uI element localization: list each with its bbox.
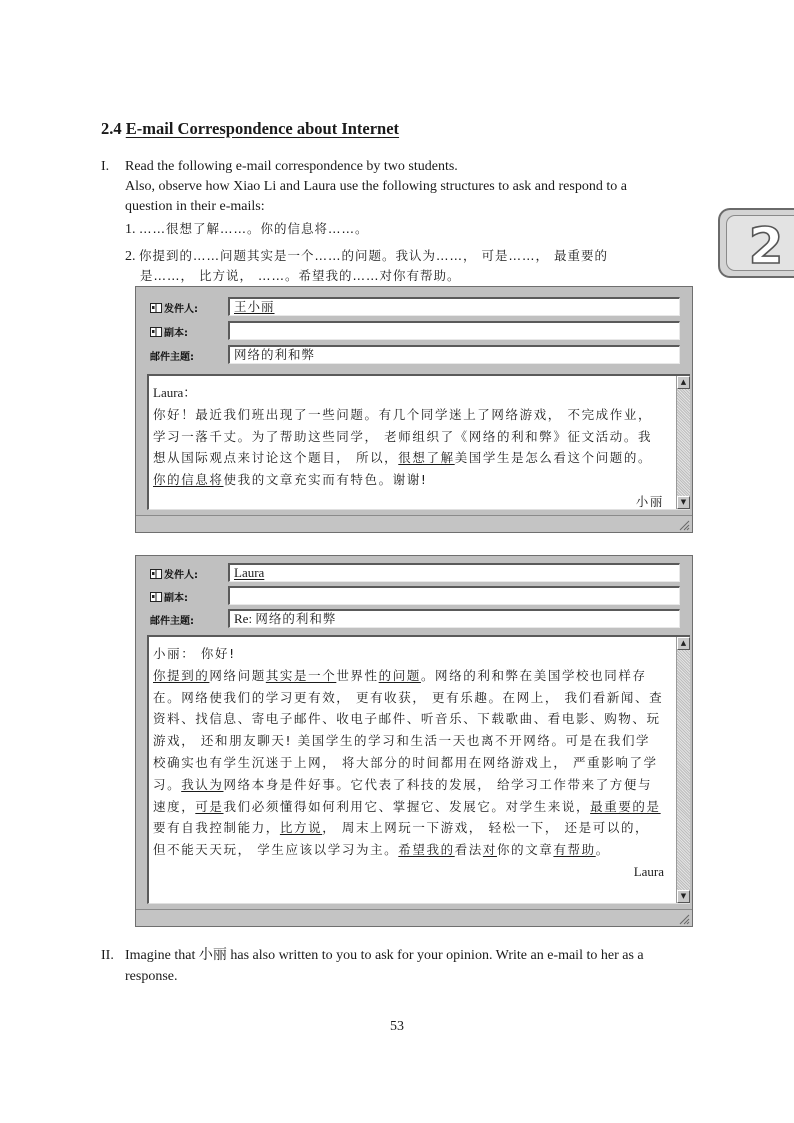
chapter-tab-number: 2 [748, 217, 784, 275]
email2-cc-field[interactable] [228, 586, 680, 605]
scroll-up-arrow-icon[interactable]: ▲ [677, 637, 690, 650]
structure-2-text: 你提到的……问题其实是一个……的问题。我认为……， 可是……， 最重要的 [139, 248, 608, 263]
email1-status-bar [136, 515, 692, 532]
email2-status-bar [136, 909, 692, 926]
structure-1 [125, 219, 369, 240]
section-number: 2.4 [101, 119, 122, 138]
scroll-down-arrow-icon[interactable]: ▼ [677, 890, 690, 903]
address-book-icon [150, 569, 162, 579]
email-window-2 [135, 555, 693, 927]
email2-signature: Laura [633, 863, 664, 879]
email1-scrollbar[interactable] [676, 376, 690, 509]
scroll-up-arrow-icon[interactable]: ▲ [677, 376, 690, 389]
email1-body-text [153, 382, 664, 513]
structure-2-number: 2. [125, 249, 136, 264]
email1-body[interactable] [147, 374, 690, 510]
email1-signature: 小丽 [635, 493, 664, 509]
chapter-tab [718, 208, 794, 278]
part2-line-1: Imagine that 小丽 has also written to you to ask for your opinion. Write an e-mail to her as a [125, 948, 644, 963]
email2-body-text [153, 643, 664, 883]
structure-2-continuation [140, 266, 460, 287]
email2-from-field[interactable]: Laura [228, 563, 680, 582]
email2-body[interactable] [147, 635, 690, 904]
email2-cc-label: 副本: [150, 589, 230, 604]
email2-salutation: 小丽： 你好! [153, 646, 236, 661]
email1-cc-field[interactable] [228, 321, 680, 340]
structure-1-number: 1. [125, 222, 136, 237]
section-heading [101, 119, 399, 139]
email2-message: 你提到的网络问题其实是一个世界性的问题。网络的利和弊在美国学校也同样存在。网络使我们的学习更有效， 更有收获， 更有乐趣。在网上， 我们看新闻、查资料、找信息、寄电子邮件、收电子邮件、听音乐、下载歌曲、看电影、购物、玩游戏， 还和朋友聊天! 美国学生的学习和生活一天也离不开网络。可是在我们学校确实也有学生沉迷于上网， 将大部分的时间都用在网络游戏上， 严重影响了学习。我认为网络本身是件好事。它代表了科技的发展， 给学习工作带来了方便与速度，可是我们必须懂得如何利用它、掌握它、发展它。对学生来说，最重要的是要有自我控制能力，比方说， 周末上网玩一下游戏， 轻松一下， 还是可以的， 但不能天天玩， 学生应该以学习为主。希望我的看法对你的文章有帮助。 [153, 667, 664, 858]
part2-numeral: II. [101, 948, 114, 963]
email1-from-label: 发件人: [150, 300, 230, 315]
email1-cc-label: 副本: [150, 324, 230, 339]
email-window-1 [135, 286, 693, 533]
chapter-tab-inner [726, 215, 794, 275]
email2-subject-field[interactable]: Re: 网络的利和弊 [228, 609, 680, 628]
part1-line-3: question in their e-mails: [125, 199, 265, 214]
part1-line-1: Read the following e-mail correspondence by two students. [125, 159, 458, 174]
structure-2-text-cont: 是……， 比方说， ……。希望我的……对你有帮助。 [140, 268, 461, 283]
address-book-icon [150, 327, 162, 337]
address-book-icon [150, 592, 162, 602]
structure-2 [125, 246, 608, 267]
email1-subject-label: 邮件主题: [150, 352, 194, 363]
resize-grip-icon[interactable] [678, 519, 690, 531]
email2-scrollbar[interactable] [676, 637, 690, 903]
email1-from-field[interactable]: 王小丽 [228, 297, 680, 316]
part2-line-2: response. [125, 969, 178, 984]
email2-from-label: 发件人: [150, 566, 230, 581]
email1-message: 你好！最近我们班出现了一些问题。有几个同学迷上了网络游戏， 不完成作业， 学习一落千丈。为了帮助这些同学， 老师组织了《网络的利和弊》征文活动。我想从国际观点来讨论这个题目， 所以，很想了解美国学生是怎么看这个问题的。你的信息将使我的文章充实而有特色。谢谢! [153, 406, 653, 488]
page-number: 53 [390, 1019, 404, 1034]
resize-grip-icon[interactable] [678, 913, 690, 925]
structure-1-text: ……很想了解……。你的信息将……。 [139, 221, 369, 236]
email2-subject-label: 邮件主题: [150, 616, 194, 627]
email1-salutation: Laura： [153, 385, 197, 400]
section-title: E-mail Correspondence about Internet [125, 119, 400, 138]
email1-subject-field[interactable]: 网络的利和弊 [228, 345, 680, 364]
scroll-down-arrow-icon[interactable]: ▼ [677, 496, 690, 509]
part1-numeral: I. [101, 159, 110, 174]
part1-line-2: Also, observe how Xiao Li and Laura use the following structures to ask and respond to a [125, 179, 627, 194]
address-book-icon [150, 303, 162, 313]
